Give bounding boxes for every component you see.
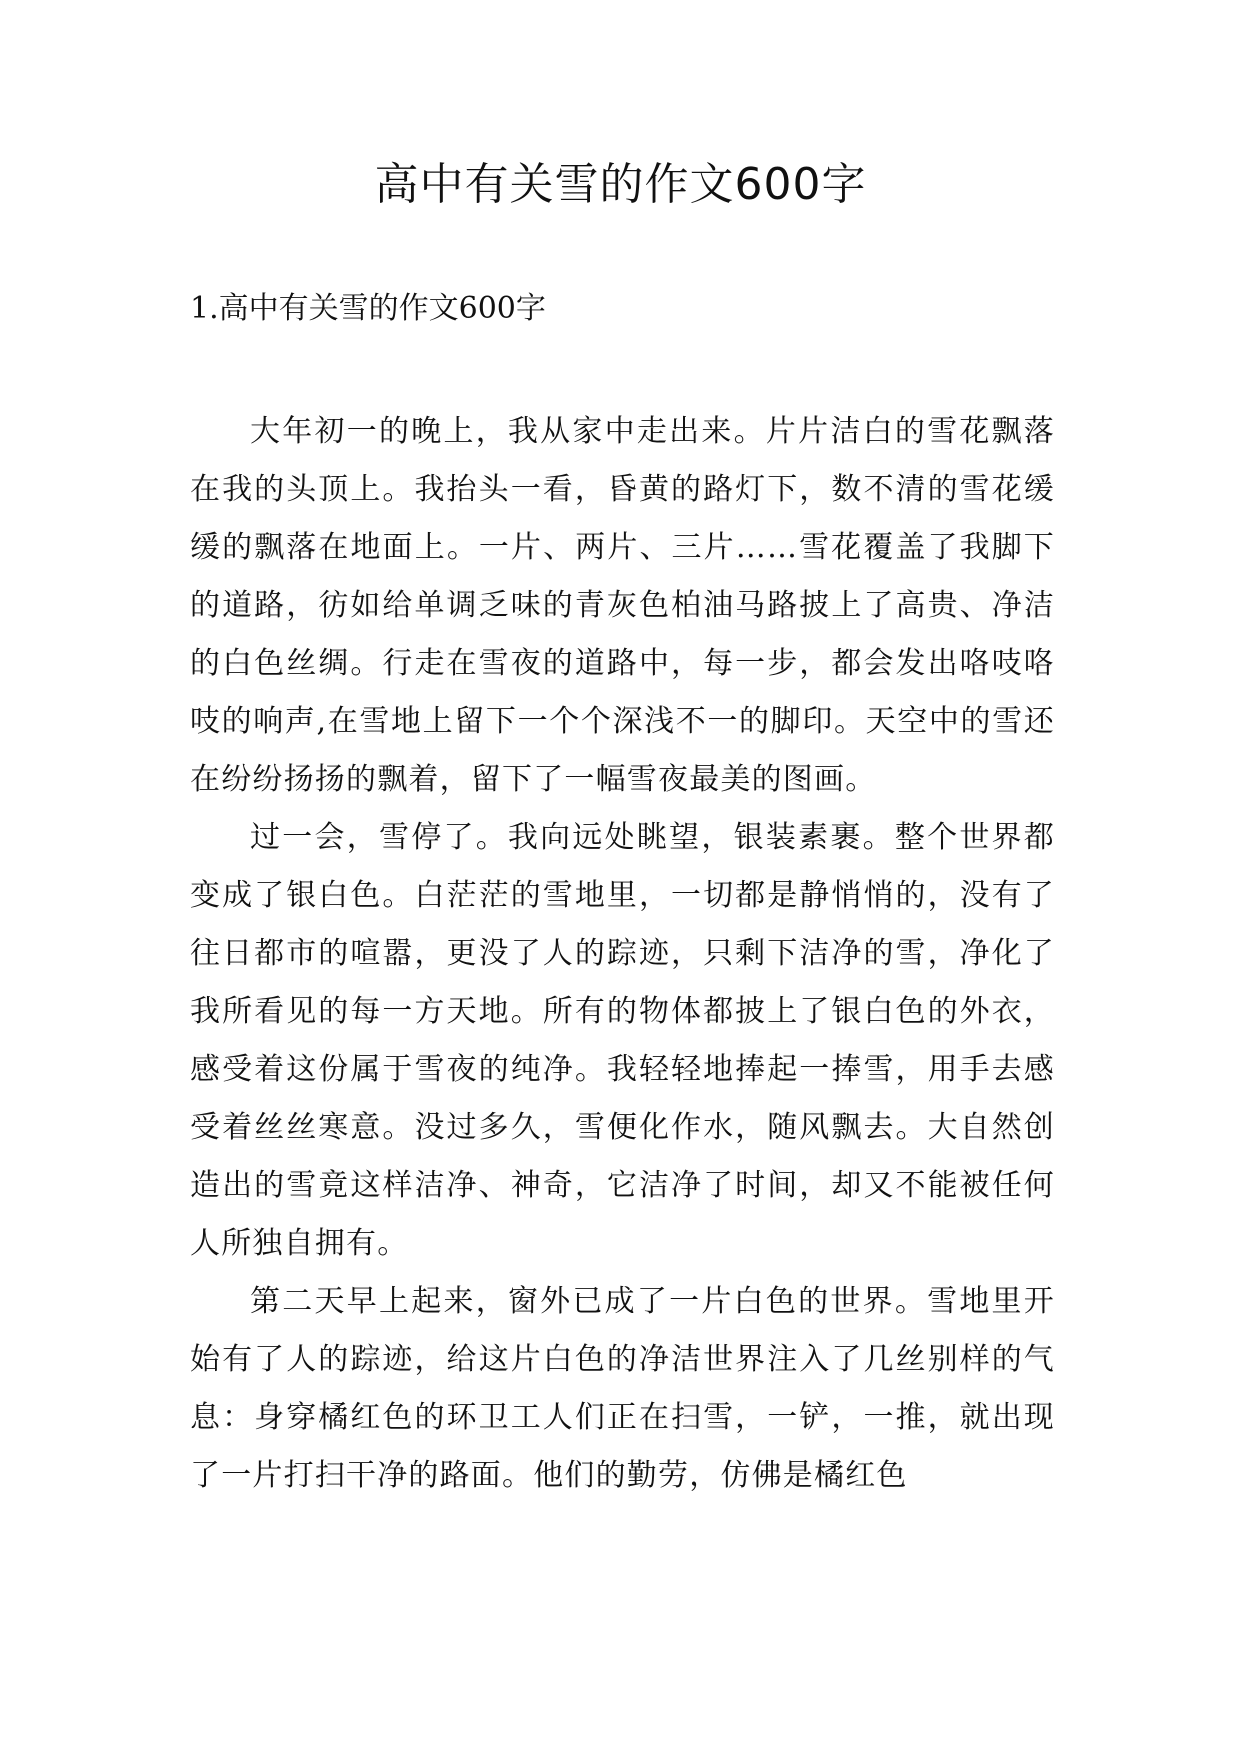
section-heading: 1.高中有关雪的作文600字 bbox=[190, 291, 546, 326]
document-title: 高中有关雪的作文600字 bbox=[374, 159, 867, 210]
paragraph-3: 第二天早上起来，窗外已成了一片白色的世界。雪地里开始有了人的踪迹，给这片白色的净洁世界注入了几丝别样的气息：身穿橘红色的环卫工人们正在扫雪，一铲，一推，就出现了一片打扫干净的路面。他们的勤劳，仿佛是橘红色 bbox=[190, 1284, 1055, 1493]
paragraph-1: 大年初一的晚上，我从家中走出来。片片洁白的雪花飘落在我的头顶上。我抬头一看，昏黄的路灯下，数不清的雪花缓缓的飘落在地面上。一片、两片、三片……雪花覆盖了我脚下的道路，彷如给单调乏味的青灰色柏油马路披上了高贵、净洁的白色丝绸。行走在雪夜的道路中，每一步，都会发出咯吱咯吱的响声,在雪地上留下一个个深浅不一的脚印。天空中的雪还在纷纷扬扬的飘着，留下了一幅雪夜最美的图画。 bbox=[190, 414, 1055, 797]
essay-body bbox=[190, 403, 1055, 1505]
paragraph-2: 过一会，雪停了。我向远处眺望，银装素裹。整个世界都变成了银白色。白茫茫的雪地里，一切都是静悄悄的，没有了往日都市的喧嚣，更没了人的踪迹，只剩下洁净的雪，净化了我所看见的每一方天地。所有的物体都披上了银白色的外衣，感受着这份属于雪夜的纯净。我轻轻地捧起一捧雪，用手去感受着丝丝寒意。没过多久，雪便化作水，随风飘去。大自然创造出的雪竟这样洁净、神奇，它洁净了时间，却又不能被任何人所独自拥有。 bbox=[190, 820, 1055, 1261]
